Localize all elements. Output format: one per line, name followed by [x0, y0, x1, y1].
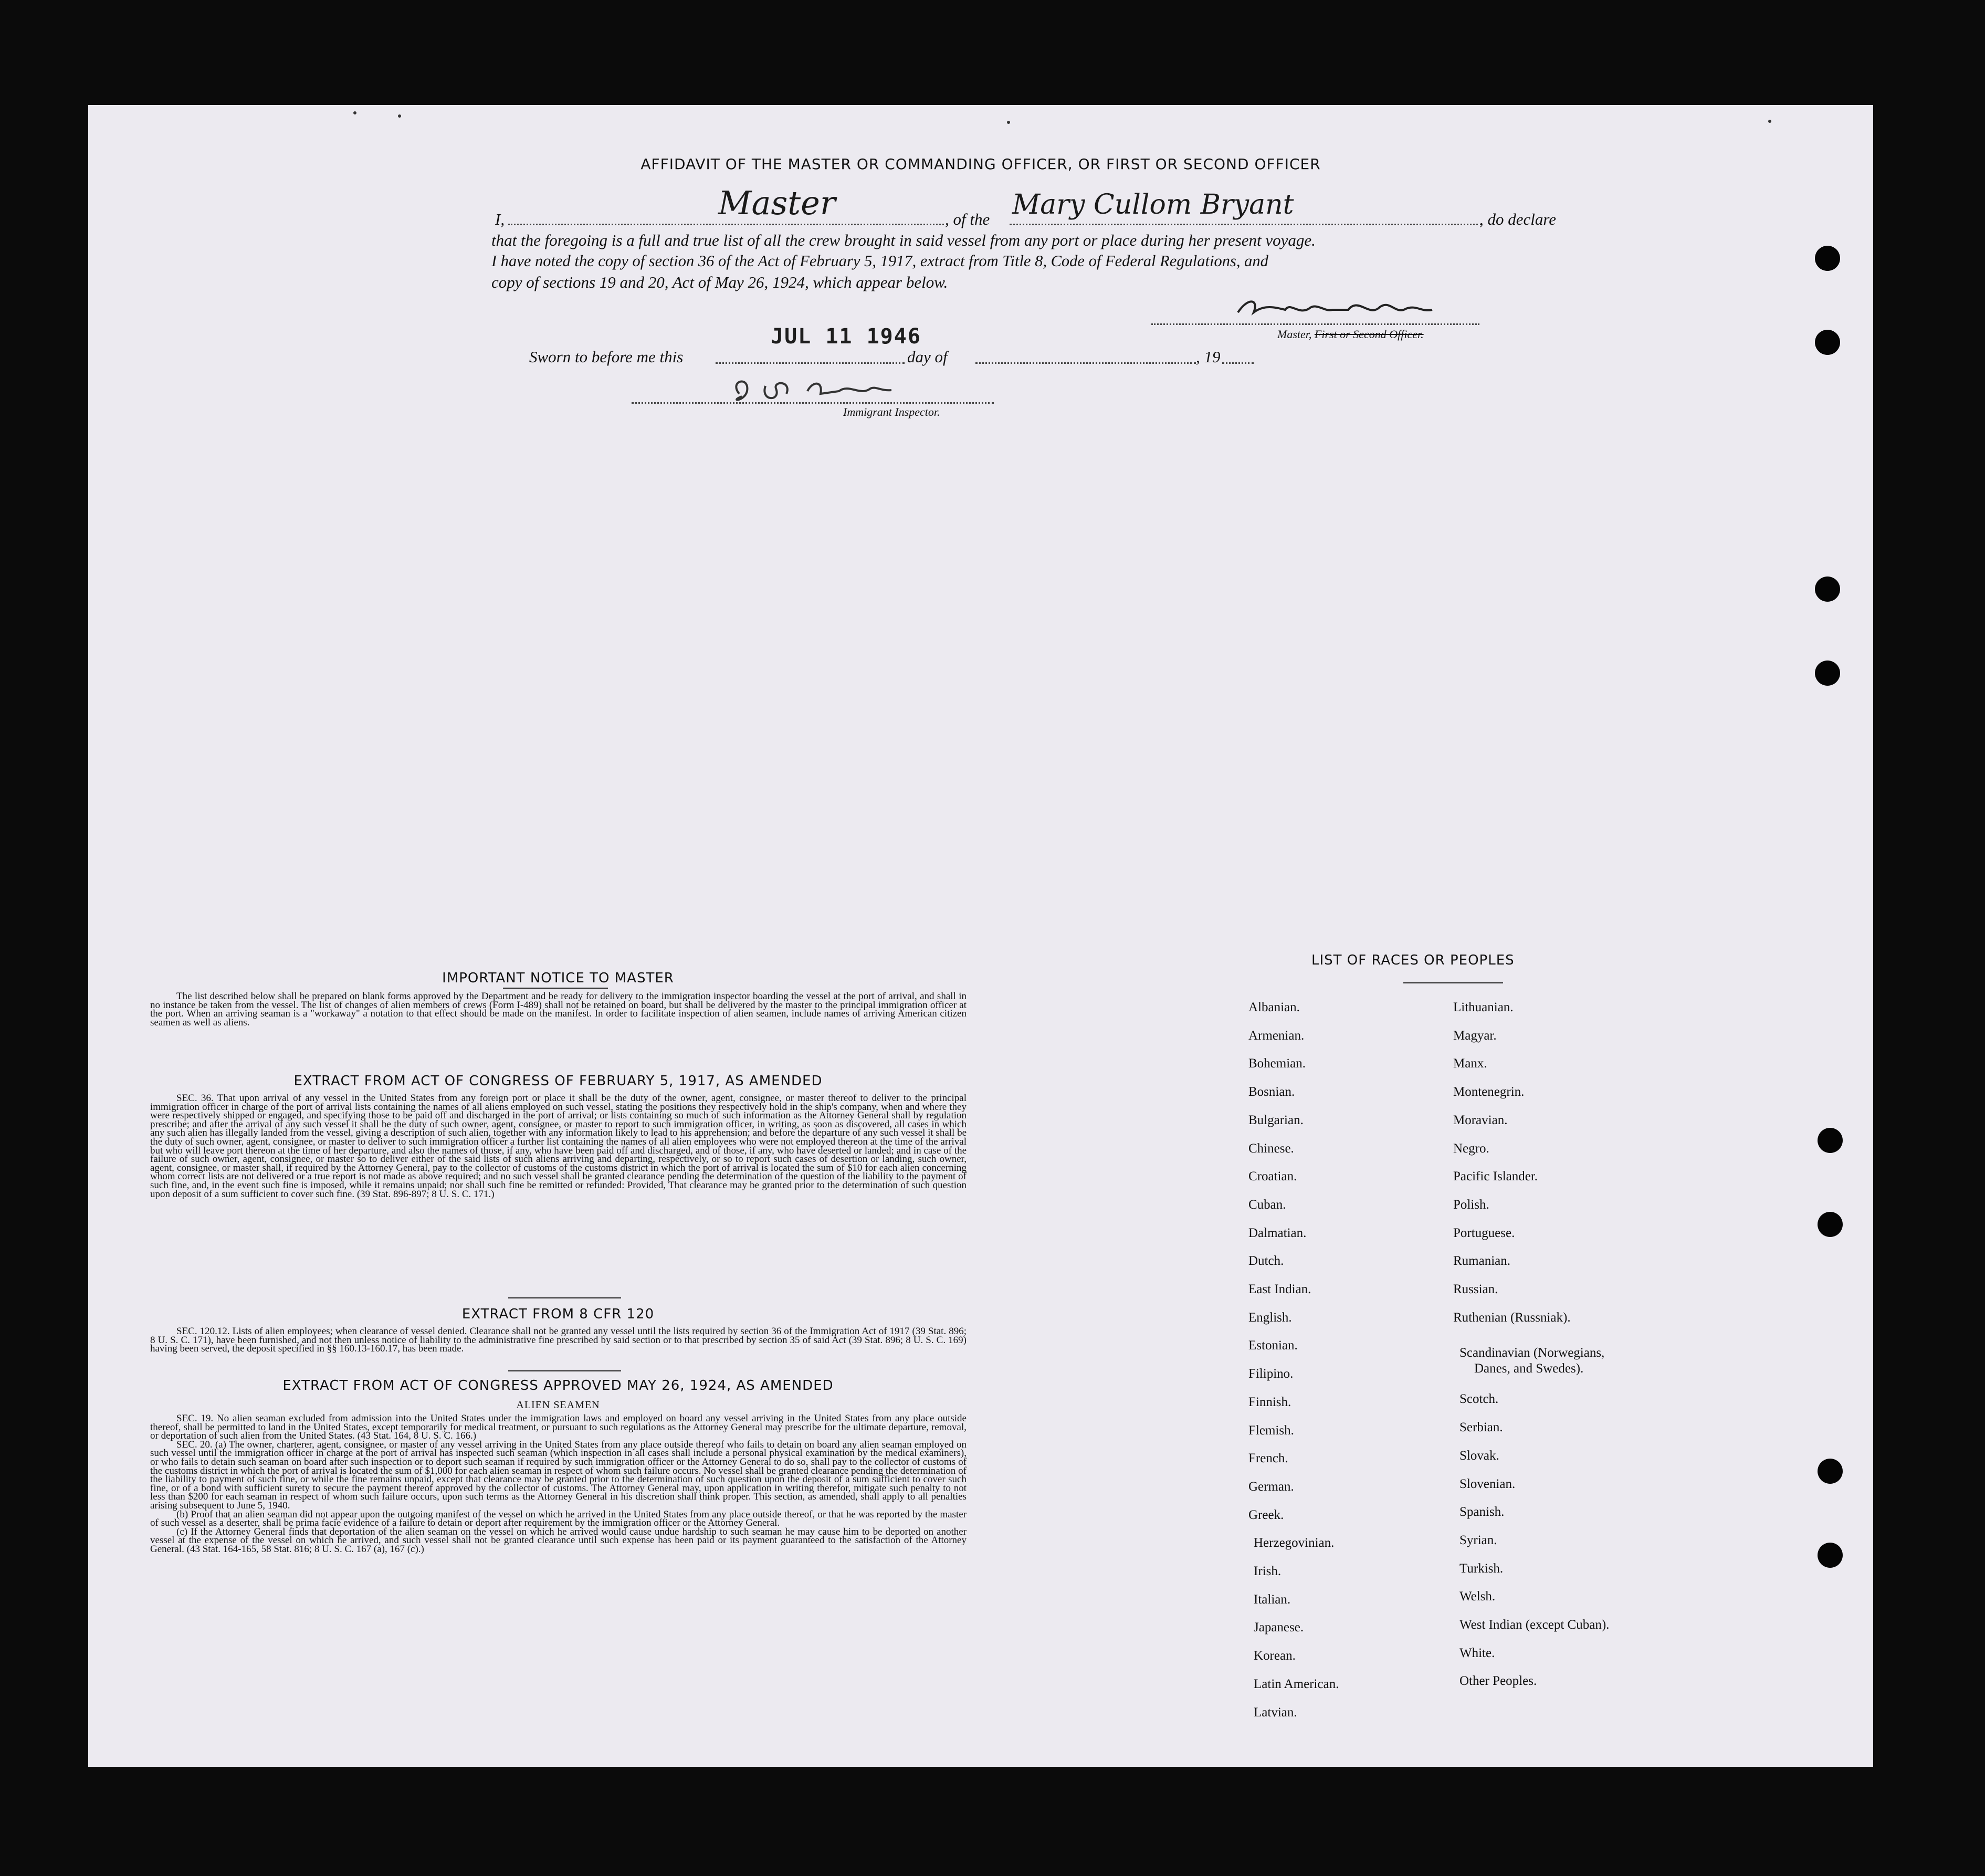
- punch-hole: [1818, 1459, 1843, 1484]
- race-item: Cuban.: [1248, 1197, 1286, 1212]
- race-item: French.: [1248, 1451, 1288, 1466]
- handwritten-vessel-name: Mary Cullom Bryant: [1012, 189, 1294, 221]
- race-item: Serbian.: [1459, 1420, 1503, 1435]
- race-item: Latvian.: [1254, 1705, 1297, 1720]
- race-item: Montenegrin.: [1453, 1085, 1525, 1099]
- struck-officer-label: First or Second Officer.: [1314, 328, 1424, 341]
- race-item: Russian.: [1453, 1282, 1498, 1296]
- speck: [398, 114, 401, 118]
- race-item: Spanish.: [1459, 1505, 1505, 1519]
- section-120-12-paragraph: SEC. 120.12. Lists of alien employees; when clearance of vessel denied. Clearance shall not be granted any vessel until the lists required by section 36 of the Immigration Act of 1917 (39 Stat. 896; 8 U. S. C. 171), have been furnished, and not then unless notice of liability to the administrative fine prescribed by said section or to that prescribed by section 35 of said Act (39 Stat. 896; 8 U. S. C. 169) having been served, the deposit specified in §§ 160.13-160.17, has been made.: [150, 1326, 967, 1355]
- race-item: Filipino.: [1248, 1367, 1294, 1381]
- notice-paragraph: The list described below shall be prepared on blank forms approved by the Department and be ready for delivery to the immigration inspector boarding the vessel at the port of arrival, and shall in no instance be taken from the vessel. The list of changes of alien members of crews (Form I-489) shall not be retained on board, but shall be delivered by the master to the principal immigration officer at the port. When an arriving seaman is a "workaway" a notation to that effect should be made on the manifest. In order to facilitate inspection of alien seamen, include names of arriving American citizen seamen as well as aliens.: [150, 991, 967, 1028]
- day-of-text: day of: [907, 348, 948, 366]
- speck: [353, 111, 356, 114]
- race-item: Albanian.: [1248, 1000, 1300, 1014]
- section-19-paragraph: SEC. 19. No alien seaman excluded from admission into the United States under the immigration laws and employed on board any vessel arriving in the United States from any place outside thereof, shall be permitted to land in the United States, except temporarily for medical treatment, or pursuant to such regulations as the Attorney General may prescribe for the ultimate departure, removal, or deportation of such alien from the United States. (43 Stat. 164, 8 U. S. C. 166.): [150, 1413, 967, 1442]
- master-label: Master,: [1277, 328, 1312, 341]
- signature-caption: [1277, 328, 1424, 341]
- race-item: White.: [1459, 1646, 1495, 1660]
- year-blank: [1222, 362, 1254, 364]
- race-item: Chinese.: [1248, 1141, 1294, 1156]
- punch-hole: [1815, 330, 1840, 355]
- race-item: Greek.: [1248, 1507, 1284, 1522]
- race-item: Lithuanian.: [1453, 1000, 1514, 1014]
- race-item: Welsh.: [1459, 1589, 1496, 1604]
- declaration-line-2: that the foregoing is a full and true list of all the crew brought in said vessel from any port or place during her present voyage.: [491, 231, 1316, 249]
- declaration-of-the: , of the: [945, 210, 990, 228]
- race-item: Latin American.: [1254, 1676, 1339, 1691]
- notice-body: [150, 992, 967, 1027]
- race-item: Flemish.: [1248, 1423, 1294, 1438]
- alien-seamen-subtitle: ALIEN SEAMEN: [516, 1399, 600, 1411]
- speck: [1768, 120, 1771, 123]
- extract-1924-body: [150, 1414, 967, 1554]
- sworn-text: Sworn to before me this: [529, 348, 684, 366]
- speck: [1007, 121, 1010, 124]
- race-item: Finnish.: [1248, 1395, 1291, 1409]
- race-item: Portuguese.: [1453, 1225, 1515, 1240]
- divider: [508, 1297, 621, 1298]
- race-item: English.: [1248, 1310, 1292, 1325]
- race-item: Japanese.: [1254, 1620, 1304, 1635]
- vessel-blank: [1010, 224, 1482, 225]
- declaration-line-4: copy of sections 19 and 20, Act of May 26, 1924, which appear below.: [491, 273, 948, 291]
- race-item: Moravian.: [1453, 1113, 1508, 1127]
- race-item: Polish.: [1453, 1197, 1489, 1212]
- name-blank: [508, 224, 944, 225]
- extract-1924-title: EXTRACT FROM ACT OF CONGRESS APPROVED MAY 26, 1924, AS AMENDED: [282, 1378, 834, 1393]
- race-item: Bohemian.: [1248, 1056, 1306, 1071]
- punch-hole: [1815, 577, 1840, 602]
- race-item: Danes, and Swedes).: [1474, 1361, 1584, 1376]
- declaration-line-3: I have noted the copy of section 36 of the Act of February 5, 1917, extract from Title 8, Code of Federal Regulations, and: [491, 252, 1268, 270]
- race-item: Pacific Islander.: [1453, 1169, 1538, 1184]
- race-item: Armenian.: [1248, 1028, 1305, 1043]
- year-prefix: , 19: [1196, 348, 1221, 366]
- race-item: Irish.: [1254, 1564, 1282, 1578]
- punch-hole: [1815, 246, 1840, 271]
- race-item: West Indian (except Cuban).: [1459, 1618, 1610, 1632]
- race-item: Manx.: [1453, 1056, 1487, 1071]
- divider: [503, 988, 608, 989]
- race-item: Italian.: [1254, 1592, 1291, 1607]
- month-blank: [975, 362, 1196, 364]
- race-item: Syrian.: [1459, 1533, 1497, 1547]
- section-36-paragraph: SEC. 36. That upon arrival of any vessel in the United States from any foreign port or place it shall be the duty of the owner, agent, consignee, or master thereof to deliver to the principal immigration officer in charge of the port of arrival lists containing the names of all aliens employed on such vessel, stating the positions they respectively hold in the ship's company, when and where they were respectively shipped or engaged, and specifying those to be paid off and discharged in the port of arrival; or lists containing so much of such information as the Attorney General shall by regulation prescribe; and after the arrival of any such vessel it shall be the duty of such owner, agent, consignee, or master to report to such immigration officer, in writing, as soon as discovered, all cases in which any such alien has illegally landed from the vessel, giving a description of such alien, together with any information likely to lead to his apprehension; and before the departure of any such vessel it shall be the duty of such owner, agent, consignee, or master to deliver to such immigration officer a further list containing the names of all alien employees who were not employed thereon at the time of the arrival but who will leave port thereon at the time of her departure, and also the names of those, if any, who have been paid off and discharged, and of those, if any, who have deserted or landed; and in case of the failure of such owner, agent, consignee, or master so to deliver either of the said lists of such aliens arriving and departing, respectively, or so to report such cases of desertion or landing, such owner, agent, consignee, or master shall, if required by the Attorney General, pay to the collector of customs of the customs district in which the port of arrival is located the sum of $10 for each alien concerning whom correct lists are not delivered or a true report is not made as above required; and no such vessel shall be granted clearance pending the determination of the question of the liability to the payment of such fine, and, in the event such fine is imposed, while it remains unpaid; nor shall such fine be remitted or refunded: Provided, That clearance may be granted prior to the determination of such question upon deposit of a sum sufficient to cover such fine. (39 Stat. 896-897; 8 U. S. C. 171.): [150, 1093, 967, 1200]
- inspector-label: Immigrant Inspector.: [843, 405, 940, 418]
- divider: [1403, 982, 1503, 983]
- master-signature: [1212, 294, 1506, 326]
- race-item: Other Peoples.: [1459, 1674, 1537, 1689]
- extract-1917-title: EXTRACT FROM ACT OF CONGRESS OF FEBRUARY 5, 1917, AS AMENDED: [293, 1073, 823, 1089]
- inspector-line: [632, 402, 994, 404]
- race-item: Bulgarian.: [1248, 1113, 1304, 1127]
- section-20c-paragraph: (c) If the Attorney General finds that deportation of the alien seaman on the vessel on which he arrived would cause undue hardship to such seaman he may cause him to be deported on another vessel at the expense of the vessel on which he arrived, and such vessel shall not be granted clearance until such expense has been paid or its payment guaranteed to the satisfaction of the Attorney General. (43 Stat. 164-165, 58 Stat. 816; 8 U. S. C. 167 (a), 167 (c).): [150, 1526, 967, 1555]
- affidavit-title: AFFIDAVIT OF THE MASTER OR COMMANDING OFFICER, OR FIRST OR SECOND OFFICER: [640, 155, 1321, 173]
- notice-title: IMPORTANT NOTICE TO MASTER: [442, 970, 674, 986]
- race-item: Negro.: [1453, 1141, 1489, 1156]
- race-item: Dutch.: [1248, 1254, 1284, 1269]
- race-item: Estonian.: [1248, 1338, 1298, 1353]
- declaration-do-declare: , do declare: [1479, 210, 1557, 228]
- race-item: German.: [1248, 1479, 1294, 1494]
- section-20a-paragraph: SEC. 20. (a) The owner, charterer, agent, consignee, or master of any vessel arriving in the United States from any place outside thereof who fails to detain on board any alien seaman employed on such vessel until the immigration officer in charge at the port of arrival has inspected such seaman (which inspection in all cases shall include a personal physical examination by the medical examiners), or who fails to detain such seaman on board after such inspection or to deport such seaman if required by such immigration officer or the Attorney General to do so, shall pay to the collector of customs of the customs district in which the port of arrival is located the sum of $1,000 for each alien seaman in respect of whom such failure occurs. No vessel shall be granted clearance pending the determination of the liability to payment of such fine, or while the fine remains unpaid, except that clearance may be granted prior to the determination of such question upon the deposit of a sum sufficient to cover such fine, or of a bond with sufficient surety to secure the payment thereof approved by the collector of customs. The Attorney General may, upon application in writing therefor, mitigate such penalty to not less than $200 for each seaman in respect of whom such failure occurs, upon such terms as the Attorney General in his discretion shall think proper. This section, as amended, shall apply to all penalties arising subsequent to June 5, 1940.: [150, 1439, 967, 1511]
- day-blank: [716, 362, 905, 364]
- punch-hole: [1815, 661, 1840, 686]
- race-item: Herzegovinian.: [1254, 1536, 1335, 1550]
- race-item: Turkish.: [1459, 1561, 1504, 1576]
- race-item: Slovenian.: [1459, 1476, 1516, 1491]
- punch-hole: [1818, 1128, 1843, 1153]
- signature-line: [1151, 323, 1479, 325]
- extract-cfr-body: [150, 1327, 967, 1354]
- divider: [508, 1370, 621, 1371]
- declaration-i: I,: [495, 210, 505, 228]
- race-item: Slovak.: [1459, 1448, 1499, 1463]
- race-item: Bosnian.: [1248, 1085, 1295, 1099]
- race-item: Korean.: [1254, 1649, 1296, 1663]
- race-item: Scandinavian (Norwegians,: [1459, 1346, 1605, 1360]
- race-item: Magyar.: [1453, 1028, 1497, 1043]
- handwritten-master: Master: [718, 184, 836, 222]
- race-item: Scotch.: [1459, 1392, 1499, 1407]
- races-title: LIST OF RACES OR PEOPLES: [1311, 952, 1515, 968]
- race-item: Ruthenian (Russniak).: [1453, 1310, 1571, 1325]
- section-20b-paragraph: (b) Proof that an alien seaman did not appear upon the outgoing manifest of the vessel on which he arrived in the United States from any place outside thereof, or that he was reported by the master of such vessel as a deserter, shall be prima facie evidence of a failure to detain or deport after requirement by the immigration officer or the Attorney General.: [150, 1508, 967, 1529]
- date-stamp: JUL 11 1946: [771, 324, 921, 349]
- document-page: [88, 105, 1873, 1767]
- race-item: Dalmatian.: [1248, 1225, 1307, 1240]
- race-item: Rumanian.: [1453, 1254, 1511, 1269]
- punch-hole: [1818, 1543, 1843, 1568]
- race-item: Croatian.: [1248, 1169, 1297, 1184]
- extract-cfr-title: EXTRACT FROM 8 CFR 120: [461, 1306, 655, 1322]
- punch-hole: [1818, 1212, 1843, 1237]
- extract-1917-body: [150, 1094, 967, 1199]
- race-item: East Indian.: [1248, 1282, 1311, 1296]
